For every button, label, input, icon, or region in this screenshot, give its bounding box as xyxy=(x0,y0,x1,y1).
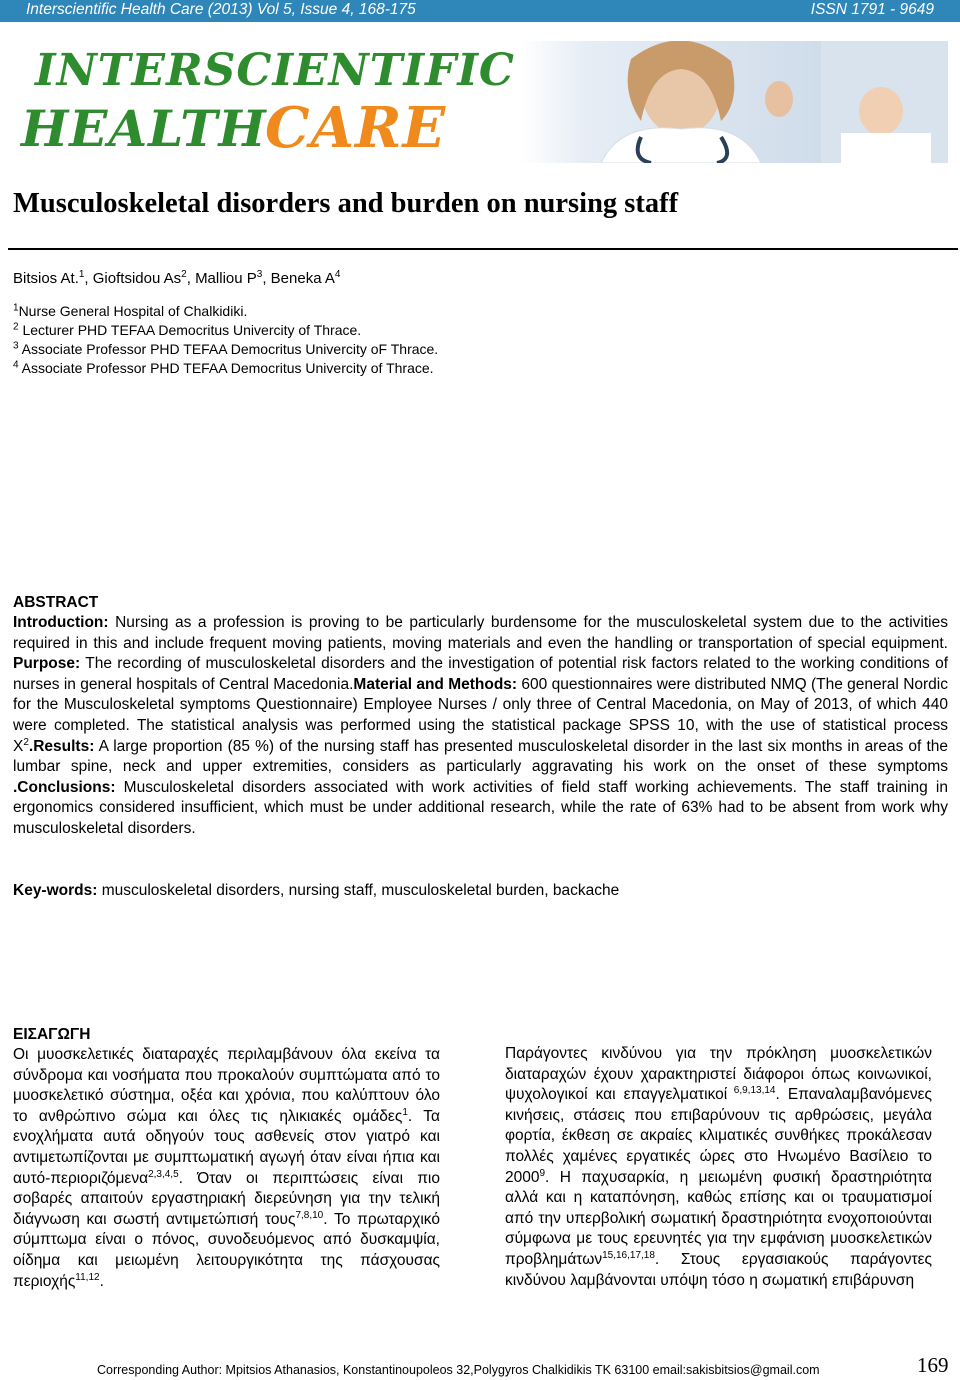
page-number: 169 xyxy=(917,1353,949,1377)
author-sup: 3 xyxy=(256,269,263,280)
introduction-left-column: Οι μυοσκελετικές διαταραχές περιλαμβάνουν όλα εκείνα τα σύνδρομα και νοσήματα που προκαλούν συμπτώματα από το μυοσκελετικό σύστημα, οξέα και χρόνια, που καλύπτουν όλο το ανθρώπινο σώμα και όλες τις ηλικιακές ομάδες$^1$. Τα ενοχλήματα αυτά οδηγούν τους ασθενείς στον γιατρό και αντιμετωπίζονται με συμπτωματική αγωγή όταν είναι ήπια και αυτό-περιοριζόμενα$^{2,3,4,5}$. Όταν οι περιπτώσεις είναι πιο σοβαρές απαιτούν εργαστηριακή διερεύνηση για την τελική διάγνωση και σωστή αντιμετώπισή τους$^{7,8,10}$. Το πρωταρχικό σύμπτωμα είναι ο πόνος, συνοδευόμενος από δυσκαμψία, οίδημα και μειωμένη λειτουργικότητα της πάσχουσας περιοχής$^{11,12}$. xyxy=(13,1046,441,1290)
author-name: Gioftsidou As xyxy=(92,270,182,287)
author-name: Beneka A xyxy=(270,270,335,287)
affiliation-1: $^1$Nurse General Hospital of Chalkidiki. xyxy=(13,302,248,319)
corresponding-author: Corresponding Author: Mpitsios Athanasios, Konstantinoupoleos 32,Polygyros Chalkidikis TK 63100 email:sakisbitsios@gmail.com xyxy=(97,1363,820,1377)
title-divider xyxy=(8,248,958,250)
author-name: Malliou P xyxy=(195,270,257,287)
logo-line-1: INTERSCIENTIFIC xyxy=(35,45,515,96)
affiliation-2: $^2$ Lecturer PHD TEFAA Democritus Univercity of Thrace. xyxy=(13,321,362,338)
affiliation-3: $^3$ Associate Professor PHD TEFAA Democritus Univercity oF Thrace. xyxy=(13,340,439,357)
issn: ISSN 1791 - 9649 xyxy=(810,1,934,18)
nurse-photo-image xyxy=(521,41,948,163)
author-sup: 1 xyxy=(78,269,85,280)
abstract-heading: ABSTRACT xyxy=(13,594,99,611)
keywords: Key-words: musculoskeletal disorders, nursing staff, musculoskeletal burden, backache xyxy=(13,882,620,899)
authors-line: Bitsios At.$^1$, Gioftsidou As$^2$, Malliou $P^3$, Beneka $A^4$ xyxy=(13,269,341,287)
logo-line-2a: HEALTH xyxy=(21,99,267,158)
article-title: Musculoskeletal disorders and burden on nursing staff xyxy=(13,188,679,219)
journal-issue: Interscientific Health Care (2013) Vol 5, Issue 4, 168-175 xyxy=(26,1,416,18)
author-sup: 4 xyxy=(334,269,341,280)
logo-line-2b: CARE xyxy=(265,95,447,161)
introduction-heading: ΕΙΣΑΓΩΓΗ xyxy=(13,1026,91,1043)
affiliation-4: $^4$ Associate Professor PHD TEFAA Democritus Univercity of Thrace. xyxy=(13,359,434,376)
author-name: Bitsios At. xyxy=(13,270,79,287)
introduction-right-column: Παράγοντες κινδύνου για την πρόκληση μυοσκελετικών διαταραχών έχουν χαρακτηριστεί διάφοροι όπως κοινωνικοί, ψυχολογικοί και επαγγελματικοί $^{6,9,13,14}$. Επαναλαμβανόμενες κινήσεις, στάσεις που επιβαρύνουν τις αρθρώσεις, μεγάλα φορτία, έκθεση σε ακραίες κλιματικές συνθήκες προκάλεσαν πολλές χαμένες εργατικές ώρες στο Ηνωμένο Βασίλειο το 2000$^9$. Η παχυσαρκία, η μειωμένη φυσική δραστηριότητα αλλά και η καταπόνηση, καθώς επίσης και οι τραυματισμοί από την υπερβολική σωματική δραστηριότητα ενοχοποιούνται σύμφωνα με τους ερευνητές για την εμφάνιση μυοσκελετικών προβλημάτων$^{15,16,17,18}$. Στους εργασιακούς παράγοντες κινδύνου λαμβάνονται υπόψη τόσο η σωματική επιβάρυνση xyxy=(505,1045,932,1289)
journal-header-bar xyxy=(0,0,960,22)
abstract-body: Introduction: Nursing as a profession is proving to be particularly burdensome for the musculoskeletal system due to the activities required in this and include frequent moving patients, moving materials and even the handling or transportation of special equipment. Purpose: The recording of musculoskeletal disorders and the investigation of potential risk factors related to the working conditions of nurses in general hospitals of Central Macedonia.Material and Methods: 600 questionnaires were distributed NMQ (The general Nordic for the Musculoskeletal symptoms Questionnaire) Employee Nurses / only three of Central Macedonia, on May of 2013, of which 440 were completed. The statistical analysis was performed using the statistical package SPSS 10, with the use of statistical process $X^2.Results$: A large proportion (85 %) of the nursing staff has presented musculoskeletal disorder in the last six months in areas of the lumbar spine, neck and upper extremities, considers as particularly aggravating his work on the onset of these symptoms .Conclusions: Musculoskeletal disorders associated with work activities of field staff working achievements. The staff training in ergonomics considered insufficient, which must be under additional research, while the rate of 63% had to be absent from work why musculoskeletal disorders. xyxy=(13,614,948,837)
author-sup: 2 xyxy=(181,269,187,280)
journal-banner xyxy=(13,41,948,163)
